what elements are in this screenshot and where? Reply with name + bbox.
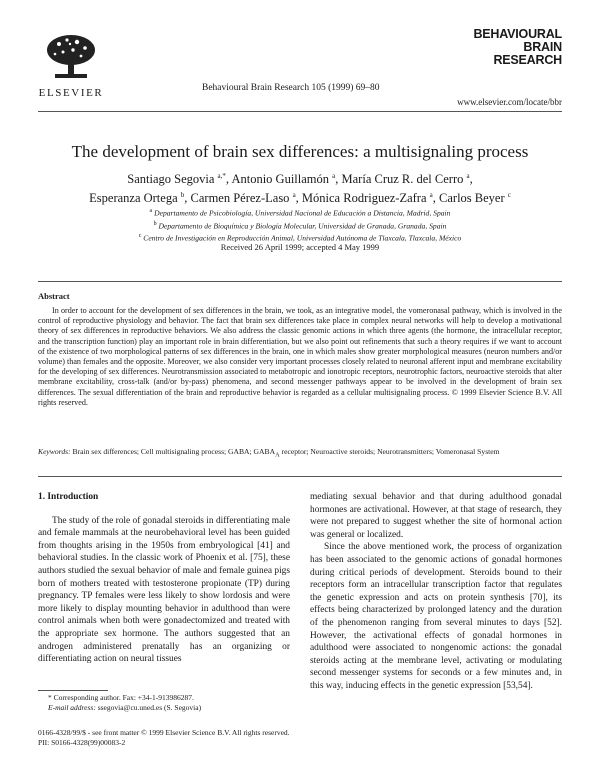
affiliation (38, 219, 562, 232)
body-paragraph: mediating sexual behavior and that during adulthood gonadal hormones are activational. However, at that stage of research, they were not prepared to suggest whether the site of hormonal action was general or localized. (310, 492, 562, 540)
page-header (38, 28, 562, 108)
keywords-text: receptor; Neuroactive steroids; Neurotransmitters; Vomeronasal System (279, 447, 500, 456)
section-heading: 1. Introduction (38, 492, 99, 502)
affiliations (38, 206, 562, 244)
affiliation-text: Departamento de Psicobiología, Universidad Nacional de Educación a Distancia, Madrid, Spain (154, 208, 451, 218)
author-name: María Cruz R. del Cerro (341, 172, 464, 187)
author-affiliation-mark: a (466, 172, 470, 180)
affiliation-mark: b (153, 220, 157, 227)
body-column-right (310, 491, 562, 693)
elsevier-tree-icon (41, 32, 101, 80)
footnote-divider (38, 690, 108, 691)
abstract-heading: Abstract (38, 291, 70, 301)
footnotes (38, 693, 290, 712)
author-line: Santiago Segovia $^{a,*}$, Antonio Guillamón $^a$, María Cruz R. del Cerro $^a$, (127, 172, 473, 187)
author-name: Mónica Rodriguez-Zafra (301, 191, 427, 206)
affiliation-mark: a (149, 208, 153, 214)
author-name: Antonio Guillamón (231, 172, 330, 187)
body-paragraph: Since the above mentioned work, the process of organization has been associated to the genomic actions of gonadal hormones during critical periods of development. Steroids bound to their receptors form an intracellular transcription factor that regulates the genetic expression and acts on protein synthesis [70], its effects being characterized by prolonged latency and the duration of the phenomenon ranging from several minutes to days [52]. However, the activational effects of gonadal hormones in adulthood were associated to nongenomic actions: the gonadal steroids acting at the membrane level, activating or modulating second messenger systems for seconds or a few minutes and, in this way, inducing effects in the genetic expression [53,54]. (310, 542, 562, 691)
affiliation-text: Centro de Investigación en Reproducción Animal, Universidad Autónoma de Tlaxcala, Tlaxcala, México (143, 233, 462, 243)
journal-url[interactable]: www.elsevier.com/locate/bbr (457, 97, 562, 107)
pii-line: PII: S0166-4328(99)00083-2 (38, 737, 126, 747)
journal-logo-line: BRAIN (523, 40, 562, 54)
keywords-label: Keywords: (38, 447, 71, 456)
author-affiliation-mark: c (507, 191, 511, 200)
keywords (38, 447, 562, 461)
author-name: Carlos Beyer (439, 191, 505, 206)
keywords-divider (38, 476, 562, 477)
copyright-footer (38, 728, 562, 747)
affiliation-text: Departamento de Bioquímica y Biología Molecular, Universidad de Granada, Granada, Spain (158, 221, 447, 231)
author-affiliation-mark: a,* (217, 172, 226, 180)
journal-logo (470, 28, 562, 67)
email-note (38, 703, 290, 713)
author-affiliation-mark: a (292, 191, 296, 200)
author-affiliation-mark: a (429, 191, 433, 200)
affiliation-mark: c (138, 233, 142, 240)
journal-logo-line: BEHAVIOURAL (473, 27, 562, 41)
author-name: Esperanza Ortega (89, 191, 178, 206)
publisher-logo (38, 32, 104, 99)
author-affiliation-mark: b (180, 191, 185, 200)
corresponding-author-note: * Corresponding author. Fax: +34-1-913986287. (48, 693, 194, 702)
copyright-line: 0166-4328/99/$ - see front matter © 1999 Elsevier Science B.V. All rights reserved. (38, 728, 290, 737)
author-affiliation-mark: a (332, 172, 336, 180)
author-line: Esperanza Ortega $^b$, Carmen Pérez-Laso $^a$, Mónica Rodriguez-Zafra $^a$, Carlos Beyer $^c$ (89, 191, 511, 206)
affiliation (38, 206, 562, 219)
body-column-left (38, 491, 290, 666)
journal-logo-line: RESEARCH (493, 53, 562, 67)
keywords-subscript: A (275, 451, 280, 459)
article-title: The development of brain sex differences: a multisignaling process (71, 142, 529, 161)
abstract-divider (38, 281, 562, 282)
received-dates: Received 26 April 1999; accepted 4 May 1999 (220, 242, 380, 252)
author-name: Santiago Segovia (127, 172, 215, 187)
body-paragraph: The study of the role of gonadal steroids in differentiating male and female mammals at the neurobehavioral level has been guided from thoughts arising in the 1950s from embryological [41] and behavioral studies. In the classic work of Phoenix et al. [75], these authors studied the sexual behavior of male and female guinea pigs born of mothers treated with testosterone propionate (TP) during pregnancy. TP females were less likely to show lordosis and were more likely to display mounting behavior in adulthood than were control animals when both were gonadectomized and treated with the appropriate sex hormone. The authors suggested that an androgen administered prenatally has an organizing or differentiating action on neural tissues (38, 515, 291, 665)
keywords-text: Brain sex differences; Cell multisignaling process; GABA; GABA (72, 447, 276, 456)
abstract-text: In order to account for the development of sex differences in the brain, we took, as an integrative model, the vomeronasal pathway, which is involved in the control of reproductive physiology and behavior. The fact that brain sex differences take place in complex neural networks will help to develop a motivational theory of sex differences in reproductive behaviors. We also address the classic genomic actions in which three agents (the hormone, the intracellular receptor, and the transcription function) play an important role in brain differentiation, but we also point out refinements that such a theory requires if we want to account of the existence of two morphological patterns of sex differences in the brain, one in which males show greater morphological measures (neuron numbers and/or volume) than females and the opposite. Moreover, we also consider very important processes closely related to neuronal afferent input and membrane excitability for the developing of sex differences. Neurotransmission associated to metabotropic and ionotropic receptors, neurotrophic factors, neuroactive steroids that alter membrane excitability, cross-talk (and/or by-pass) phenomena, and second messenger pathways appear to be involved in the development of brain sex differences. The sexual differentiation of the brain and reproductive behavior is regarded as a cellular multisignaling process. © 1999 Elsevier Science B.V. All rights reserved. (38, 306, 562, 407)
email-label: E-mail address: (48, 702, 96, 712)
header-divider (38, 111, 562, 112)
publisher-name: ELSEVIER (38, 87, 104, 99)
author-name: Carmen Pérez-Laso (190, 191, 290, 206)
email-address[interactable]: ssegovia@cu.uned.es (S. Segovia) (95, 702, 202, 712)
journal-reference: Behavioural Brain Research 105 (1999) 69–80 (202, 83, 380, 93)
author-list (38, 168, 562, 206)
